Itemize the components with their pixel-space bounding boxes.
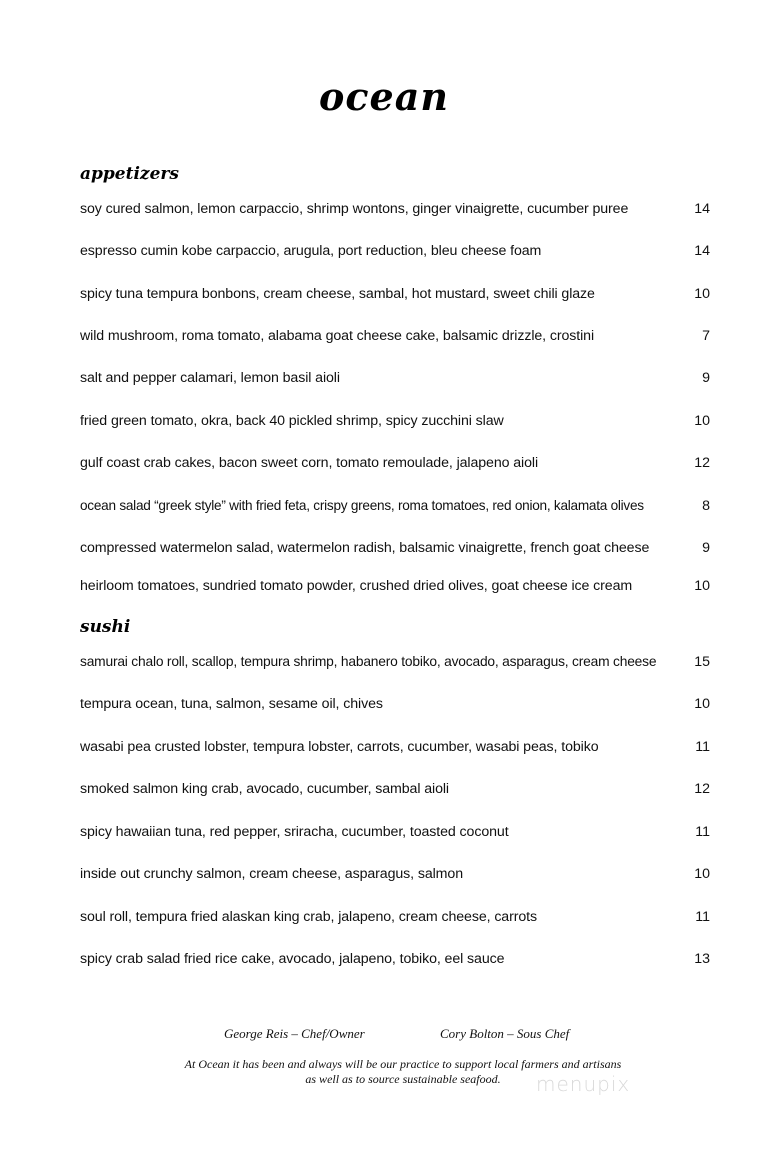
item-description: tempura ocean, tuna, salmon, sesame oil, chives: [80, 696, 383, 712]
item-description: espresso cumin kobe carpaccio, arugula, port reduction, bleu cheese foam: [80, 243, 542, 259]
item-description: fried green tomato, okra, back 40 pickled shrimp, spicy zucchini slaw: [80, 413, 504, 429]
item-description: spicy tuna tempura bonbons, cream cheese, sambal, hot mustard, sweet chili glaze: [80, 286, 595, 302]
item-price: 9: [702, 540, 710, 556]
menu-item: [80, 243, 710, 265]
item-description: spicy hawaiian tuna, red pepper, sriracha, cucumber, toasted coconut: [80, 824, 509, 840]
menu-item: [80, 696, 710, 718]
item-price: 10: [694, 413, 710, 429]
item-description: soy cured salmon, lemon carpaccio, shrimp wontons, ginger vinaigrette, cucumber puree: [80, 201, 629, 217]
section-heading-appetizers: appetizers: [80, 164, 179, 184]
menu-item: [80, 578, 710, 600]
menu-item: [80, 781, 710, 803]
item-price: 12: [694, 455, 710, 471]
item-price: 11: [695, 739, 710, 755]
item-description: salt and pepper calamari, lemon basil aioli: [80, 370, 340, 386]
menu-item: [80, 866, 710, 888]
item-description: soul roll, tempura fried alaskan king crab, jalapeno, cream cheese, carrots: [80, 909, 537, 925]
section-heading-sushi: sushi: [80, 617, 131, 637]
item-description: samurai chalo roll, scallop, tempura shrimp, habanero tobiko, avocado, asparagus, cream cheese: [80, 654, 657, 669]
menu-item: [80, 413, 710, 435]
menu-item: [80, 654, 710, 676]
item-description: wasabi pea crusted lobster, tempura lobster, carrots, cucumber, wasabi peas, tobiko: [80, 739, 599, 755]
menu-item: [80, 739, 710, 761]
item-description: heirloom tomatoes, sundried tomato powder, crushed dried olives, goat cheese ice cream: [80, 578, 633, 594]
restaurant-title: ocean: [319, 74, 449, 119]
item-price: 9: [702, 370, 710, 386]
menu-item: [80, 540, 710, 562]
item-price: 15: [694, 654, 710, 670]
sous-chef-credit: Cory Bolton – Sous Chef: [440, 1026, 570, 1041]
menu-item: [80, 455, 710, 477]
menu-item: [80, 328, 710, 350]
menu-item: [80, 824, 710, 846]
item-price: 11: [695, 824, 710, 840]
chef-credit: George Reis – Chef/Owner: [224, 1026, 365, 1041]
item-price: 10: [694, 866, 710, 882]
item-price: 8: [702, 498, 710, 514]
item-price: 13: [694, 951, 710, 967]
item-description: wild mushroom, roma tomato, alabama goat cheese cake, balsamic drizzle, crostini: [80, 328, 595, 344]
item-price: 14: [694, 201, 710, 217]
menu-item: [80, 951, 710, 973]
item-price: 12: [694, 781, 710, 797]
item-price: 10: [694, 696, 710, 712]
menu-item: [80, 498, 710, 520]
item-price: 11: [695, 909, 710, 925]
menu-item: [80, 370, 710, 392]
item-description: inside out crunchy salmon, cream cheese, asparagus, salmon: [80, 866, 463, 882]
watermark-logo: menupix: [536, 1072, 631, 1096]
menu-item: [80, 909, 710, 931]
item-description: ocean salad “greek style” with fried feta, crispy greens, roma tomatoes, red onion, kalamata olives: [80, 498, 644, 513]
statement-line-1: At Ocean it has been and always will be our practice to support local farmers and artisans: [184, 1057, 622, 1071]
item-description: compressed watermelon salad, watermelon radish, balsamic vinaigrette, french goat cheese: [80, 540, 650, 556]
menu-item: [80, 201, 710, 223]
item-price: 10: [694, 578, 710, 594]
menu-item: [80, 286, 710, 308]
item-price: 14: [694, 243, 710, 259]
item-description: spicy crab salad fried rice cake, avocado, jalapeno, tobiko, eel sauce: [80, 951, 505, 967]
item-price: 7: [702, 328, 710, 344]
item-description: gulf coast crab cakes, bacon sweet corn, tomato remoulade, jalapeno aioli: [80, 455, 538, 471]
item-description: smoked salmon king crab, avocado, cucumber, sambal aioli: [80, 781, 449, 797]
statement-line-2: as well as to source sustainable seafood.: [305, 1072, 501, 1086]
item-price: 10: [694, 286, 710, 302]
